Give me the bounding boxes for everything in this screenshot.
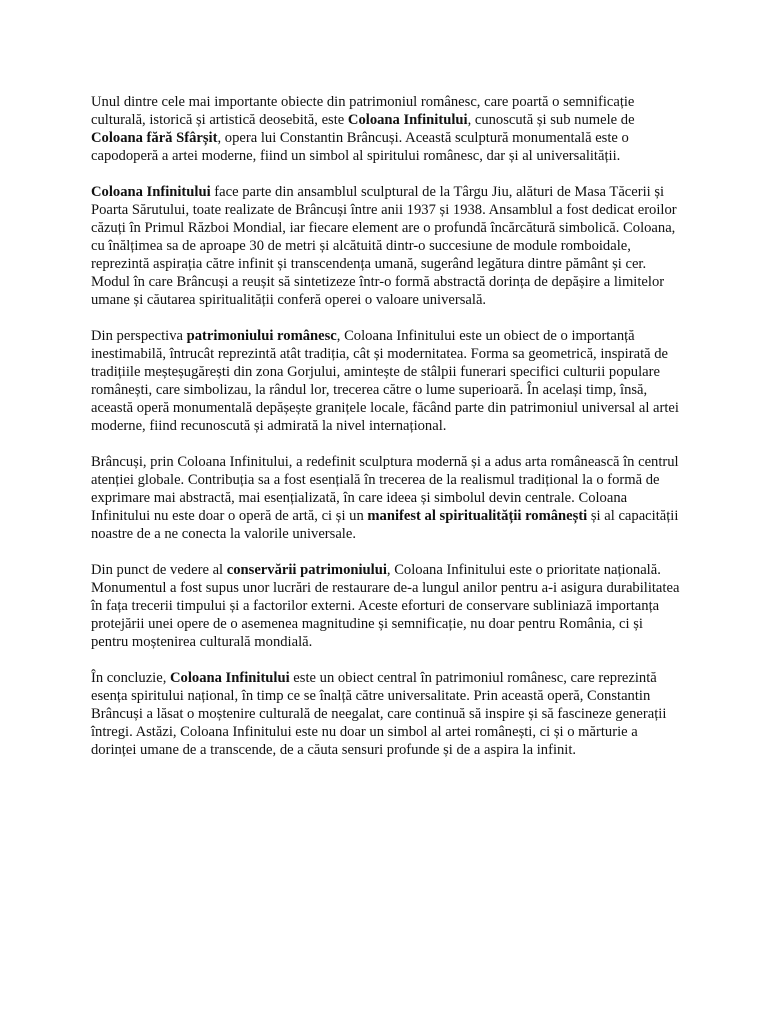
- paragraph-modern-sculpture: [91, 453, 681, 543]
- bold-term: conservării patrimoniului: [226, 562, 387, 578]
- document-page: [91, 93, 681, 777]
- bold-term: Coloana Infinitului: [91, 184, 211, 200]
- text-run: , opera lui Constantin Brâncuși. Această sculptură monumentală este o capodoperă a artei moderne, fiind un simbol al spiritului românesc, dar și al universalității.: [91, 130, 629, 164]
- text-run: este un obiect central în patrimoniul românesc, care reprezintă esența spiritului național, în timp ce se înalță către universalitate. Prin această operă, Constantin Brâncuși a lăsat o moștenire culturală de neegalat, care continuă să inspire și să fascineze generații întregi. Astăzi, Coloana Infinitului este nu doar un simbol al artei românești, ci și o mărturie a dorinței umane de a transcende, de a căuta sensuri profunde și de a aspira la infinit.: [91, 670, 667, 758]
- text-run: Unul dintre cele mai importante obiecte din patrimoniul românesc, care poartă o semnificație culturală, istorică și artistică deosebită, este: [91, 94, 635, 128]
- text-run: , Coloana Infinitului este un obiect de o importanță inestimabilă, întrucât reprezintă atât tradiția, cât și modernitatea. Forma sa geometrică, inspirată de tradițiile meșteșugărești din zona Gorjului, amintește de stâlpii funerari specifici culturii populare românești, care simbolizau, la rândul lor, trecerea către o lume superioară. În același timp, însă, această operă monumentală depășește granițele locale, făcând parte din patrimoniul universal al artei moderne, fiind recunoscută și admirată la nivel internațional.: [91, 328, 679, 434]
- text-run: face parte din ansamblul sculptural de la Târgu Jiu, alături de Masa Tăcerii și Poarta Sărutului, toate realizate de Brâncuși între anii 1937 și 1938. Ansamblul a fost dedicat eroilor căzuți în Primul Război Mondial, iar fiecare element are o profundă încărcătură simbolică. Coloana, cu înălțimea sa de aproape 30 de metri și alcătuită dintr-o succesiune de module romboidale, reprezintă aspirația către infinit și transcendența umană, sugerând legătura dintre pământ și cer. Modul în care Brâncuși a reușit să sintetizeze într-o formă abstractă dorința de depășire a limitelor umane și căutarea spiritualității conferă operei o valoare universală.: [91, 184, 677, 308]
- paragraph-conservation: [91, 561, 681, 651]
- paragraph-conclusion: [91, 669, 681, 759]
- bold-term: Coloana Infinitului: [170, 670, 290, 686]
- paragraph-intro: [91, 93, 681, 165]
- bold-term: manifest al spiritualității românești: [367, 508, 588, 524]
- text-run: și al capacității noastre de a ne conecta la valorile universale.: [91, 508, 679, 542]
- text-run: , Coloana Infinitului este o prioritate națională. Monumentul a fost supus unor lucrări de restaurare de-a lungul anilor pentru a-i asigura durabilitatea în fața trecerii timpului și a factorilor externi. Aceste eforturi de conservare subliniază importanța protejării unei opere de o asemenea magnitudine și semnificație, nu doar pentru România, ci și pentru moștenirea culturală mondială.: [91, 562, 680, 650]
- text-run: Din punct de vedere al: [91, 562, 227, 578]
- text-run: Din perspectiva: [91, 328, 187, 344]
- bold-term: patrimoniului românesc: [186, 328, 337, 344]
- text-run: , cunoscută și sub numele de: [467, 112, 635, 128]
- text-run: Brâncuși, prin Coloana Infinitului, a redefinit sculptura modernă și a adus arta românească în centrul atenției globale. Contribuția sa a fost esențială în trecerea de la realismul tradițional la o formă de exprimare mai abstractă, mai esențializată, în care ideea și simbolul devin centrale. Coloana Infinitului nu este doar o operă de artă, ci și un: [91, 454, 679, 524]
- bold-term: Coloana fără Sfârșit: [91, 130, 218, 146]
- bold-term: Coloana Infinitului: [347, 112, 468, 128]
- paragraph-ensemble: [91, 183, 681, 309]
- paragraph-heritage: [91, 327, 681, 435]
- text-run: În concluzie,: [91, 670, 171, 686]
